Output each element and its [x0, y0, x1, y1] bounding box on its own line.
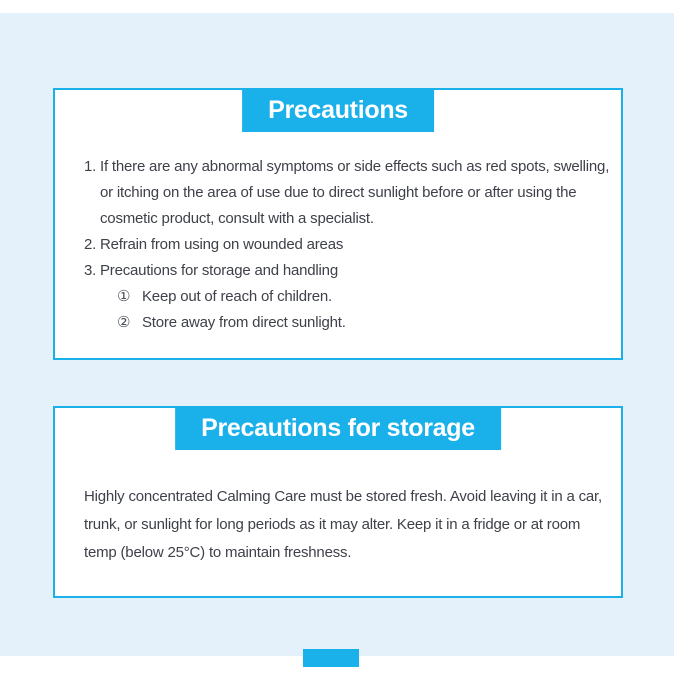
item-text: If there are any abnormal symptoms or side effects such as red spots, swelling, or itching on the area of use due to direct sunlight before or after using the cosmetic product, consult with a specialist. — [100, 158, 610, 227]
item-number: 2. — [84, 236, 97, 253]
circled-number-marker: ① — [117, 288, 131, 305]
precautions-title-badge: Precautions — [242, 88, 434, 132]
sub-list-item — [84, 310, 610, 336]
list-item — [84, 232, 610, 258]
sub-list-item — [84, 284, 610, 310]
storage-paragraph: Highly concentrated Calming Care must be stored fresh. Avoid leaving it in a car, trunk, or sunlight for long periods as it may alter. Keep it in a fridge or at room temp (below 25°C) to maintain freshness. — [84, 488, 602, 561]
precautions-list — [84, 154, 610, 336]
list-item — [84, 154, 610, 232]
item-text: Refrain from using on wounded areas — [100, 236, 344, 253]
sub-item-text: Keep out of reach of children. — [142, 288, 332, 305]
sub-item-text: Store away from direct sunlight. — [142, 314, 346, 331]
next-section-title-peek — [303, 649, 359, 667]
storage-title-badge: Precautions for storage — [175, 406, 501, 450]
circled-number-marker: ② — [117, 314, 131, 331]
precautions-section — [53, 88, 623, 360]
item-number: 1. — [84, 158, 97, 175]
storage-section — [53, 406, 623, 598]
list-item — [84, 258, 610, 284]
item-number: 3. — [84, 262, 97, 279]
item-text: Precautions for storage and handling — [100, 262, 338, 279]
